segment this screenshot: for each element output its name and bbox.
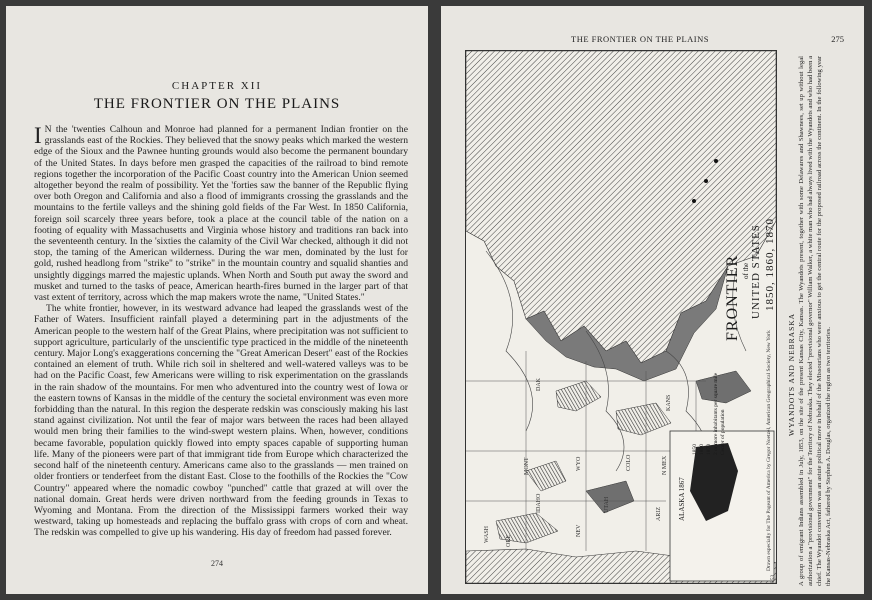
chapter-title: THE FRONTIER ON THE PLAINS: [93, 96, 341, 112]
frontier-map: [465, 50, 777, 584]
legend-1860: 1860: [699, 444, 705, 455]
state-ore: ORE: [506, 535, 512, 547]
map-title: FRONTIER: [724, 254, 741, 341]
state-mont: MONT: [524, 457, 530, 475]
state-colo: COLO: [626, 454, 632, 471]
state-kans: KANS: [666, 394, 672, 411]
caption-heading: WYANDOTS AND NEBRASKA: [787, 312, 796, 436]
map-number: 353: [770, 574, 776, 583]
chapter-body: [34, 124, 408, 539]
map-title-country: UNITED STATES: [750, 224, 762, 319]
paragraph-1: [34, 124, 408, 303]
chapter-label: CHAPTER XII: [171, 80, 263, 92]
frontier-patch-5: [586, 481, 634, 513]
frontier-patch-1: [556, 381, 601, 411]
drop-cap: I: [34, 123, 42, 148]
running-head: THE FRONTIER ON THE PLAINS: [571, 34, 709, 44]
right-page: [441, 6, 864, 594]
page-number-right: 275: [831, 34, 844, 44]
map-title-of: of the: [742, 262, 750, 279]
frontier-patch-4: [526, 461, 566, 491]
state-nmex: N MEX: [662, 455, 668, 475]
page-number-left: 274: [211, 559, 223, 568]
state-ariz: ARIZ: [656, 507, 662, 521]
state-wyo: WYO: [576, 456, 582, 471]
paragraph-1-text: N the 'twenties Calhoun and Monroe had planned for a permanent Indian frontier on the grasslands east of the Rockies. They believed that the snowy peaks which marked the western edge of the Sioux and the Pawnee hunting grounds would also become the permanent boundary of the United States. In days before men grasped the capacities of the railroad to bind remote regions together the incorporation of the Pacific Coast country into the American Union seemed altogether beyond the realm of possibility. Yet the 'forties saw the banner of the Republic flying over both Oregon and California and also a flood of immigrants crossing the grasslands and the mountains to the fertile valleys and the shining gold fields of the Far West. In 1850 California, foreign soil scarcely three years before, took a place at the council table of the nation on a footing of equality with Massachusetts and Virginia whose history and traditions ran back into the seventeenth century. In the 'sixties the calamity of the Civil War checked, although it did not stop, the taming of the American wilderness. During the war men, dominated by the lust for gold, rushed headlong from "strike" to "strike" in the mountain country and squalid shanties and unsightly diggings marred the majestic uplands. When North and South put away the sword and musket and turned to the tasks of peace, American hearth-fires burned in the larger part of that vast extent of territory, across which the map makers wrote the name, "United States.": [34, 124, 408, 304]
state-dak: DAK: [536, 378, 542, 391]
map-title-years: 1850, 1860, 1870: [764, 218, 776, 311]
state-idaho: IDAHO: [536, 493, 542, 513]
legend-center: Center of population: [720, 409, 726, 455]
frontier-patch-2: [616, 403, 671, 435]
state-utah: UTAH: [604, 496, 610, 513]
state-nev: NEV: [576, 524, 582, 537]
left-page: [6, 6, 428, 594]
paragraph-2: The white frontier, however, in its westward advance had leaped the grasslands west of the Father of Waters. Insufficient rainfall played a determining part in the adjustments of the American people to the western half of the Great Plains, where precipitation was not sufficient to support agriculture, particularly of the unscientific type practiced in the middle of the nineteenth century. Major Long's exaggerations concerning the "Great American Desert" east of the Rockies contained an element of truth. While rich soil in sheltered and well-watered valleys was to be had on the Pacific Coast, few Americans were willing to risk experimentation on the grasslands in the rain shadow of the mountains. For men who adventured into the country west of Iowa or the eastern towns of Kansas in the middle of the century the societal environment was even more forbidding than the natural. In this region the desperate redskin was consciously making his last stand against civilization. Not until the fear of major wars between the races had been allayed would men bring their families to the wind-swept western plains. When, however, conditions became favorable, population quickly flowed into empty spaces capable of supporting human life. Many of the pioneers were part of that immigrant tide from Europe which characterized the second half of the nineteenth century. Americans came also to the grasslands — men trained on older frontiers or tenderfeet from the distant East. Close to the foothills of the Rockies the "Cow Country" appeared where the nomadic cowboy "punched" cattle that grazed at will over the national domain. Great herds were driven northward from the feeding grounds in Texas to Wyoming and Montana. From the direction of the Mississippi farmers worked their way westward, taking up homesteads and replacing the buffalo grass with crops of corn and wheat. The redskin was compelled to give up his wandering. His day of freedom had passed forever.: [34, 303, 408, 539]
state-wash: WASH: [484, 525, 490, 543]
legend-1870: 1870: [706, 444, 712, 455]
map-credit: Drawn especially for The Pageant of America by Gregor Noetzel, American Geographical Society, New York: [766, 330, 772, 571]
caption-text: A group of emigrant Indians assembled in July, 1853, on the site of the present Kansas City, Kansas. The Wyandots present, together with some Delawares and Shawnees, set up without legal authorization a "provisional government" for the Territory of Nebraska. They elected "provisional governor" William Walker, a white man who had always lived with the Wyandots and who had been a chief. The Wyandot convention was an astute political move in behalf of the Missourians who were anxious to get the central route for the proposed railroad across the continent. In the following year the Kansas-Nebraska Act, fathered by Stephen A. Douglas, organized the region as two territories.: [798, 56, 832, 586]
alaska-inset-label: ALASKA 1867: [678, 477, 686, 521]
frontier-patch-3: [696, 371, 751, 403]
legend-1850: 1850: [692, 444, 698, 455]
legend-density: 2 or more inhabitants per square mile: [713, 372, 719, 455]
